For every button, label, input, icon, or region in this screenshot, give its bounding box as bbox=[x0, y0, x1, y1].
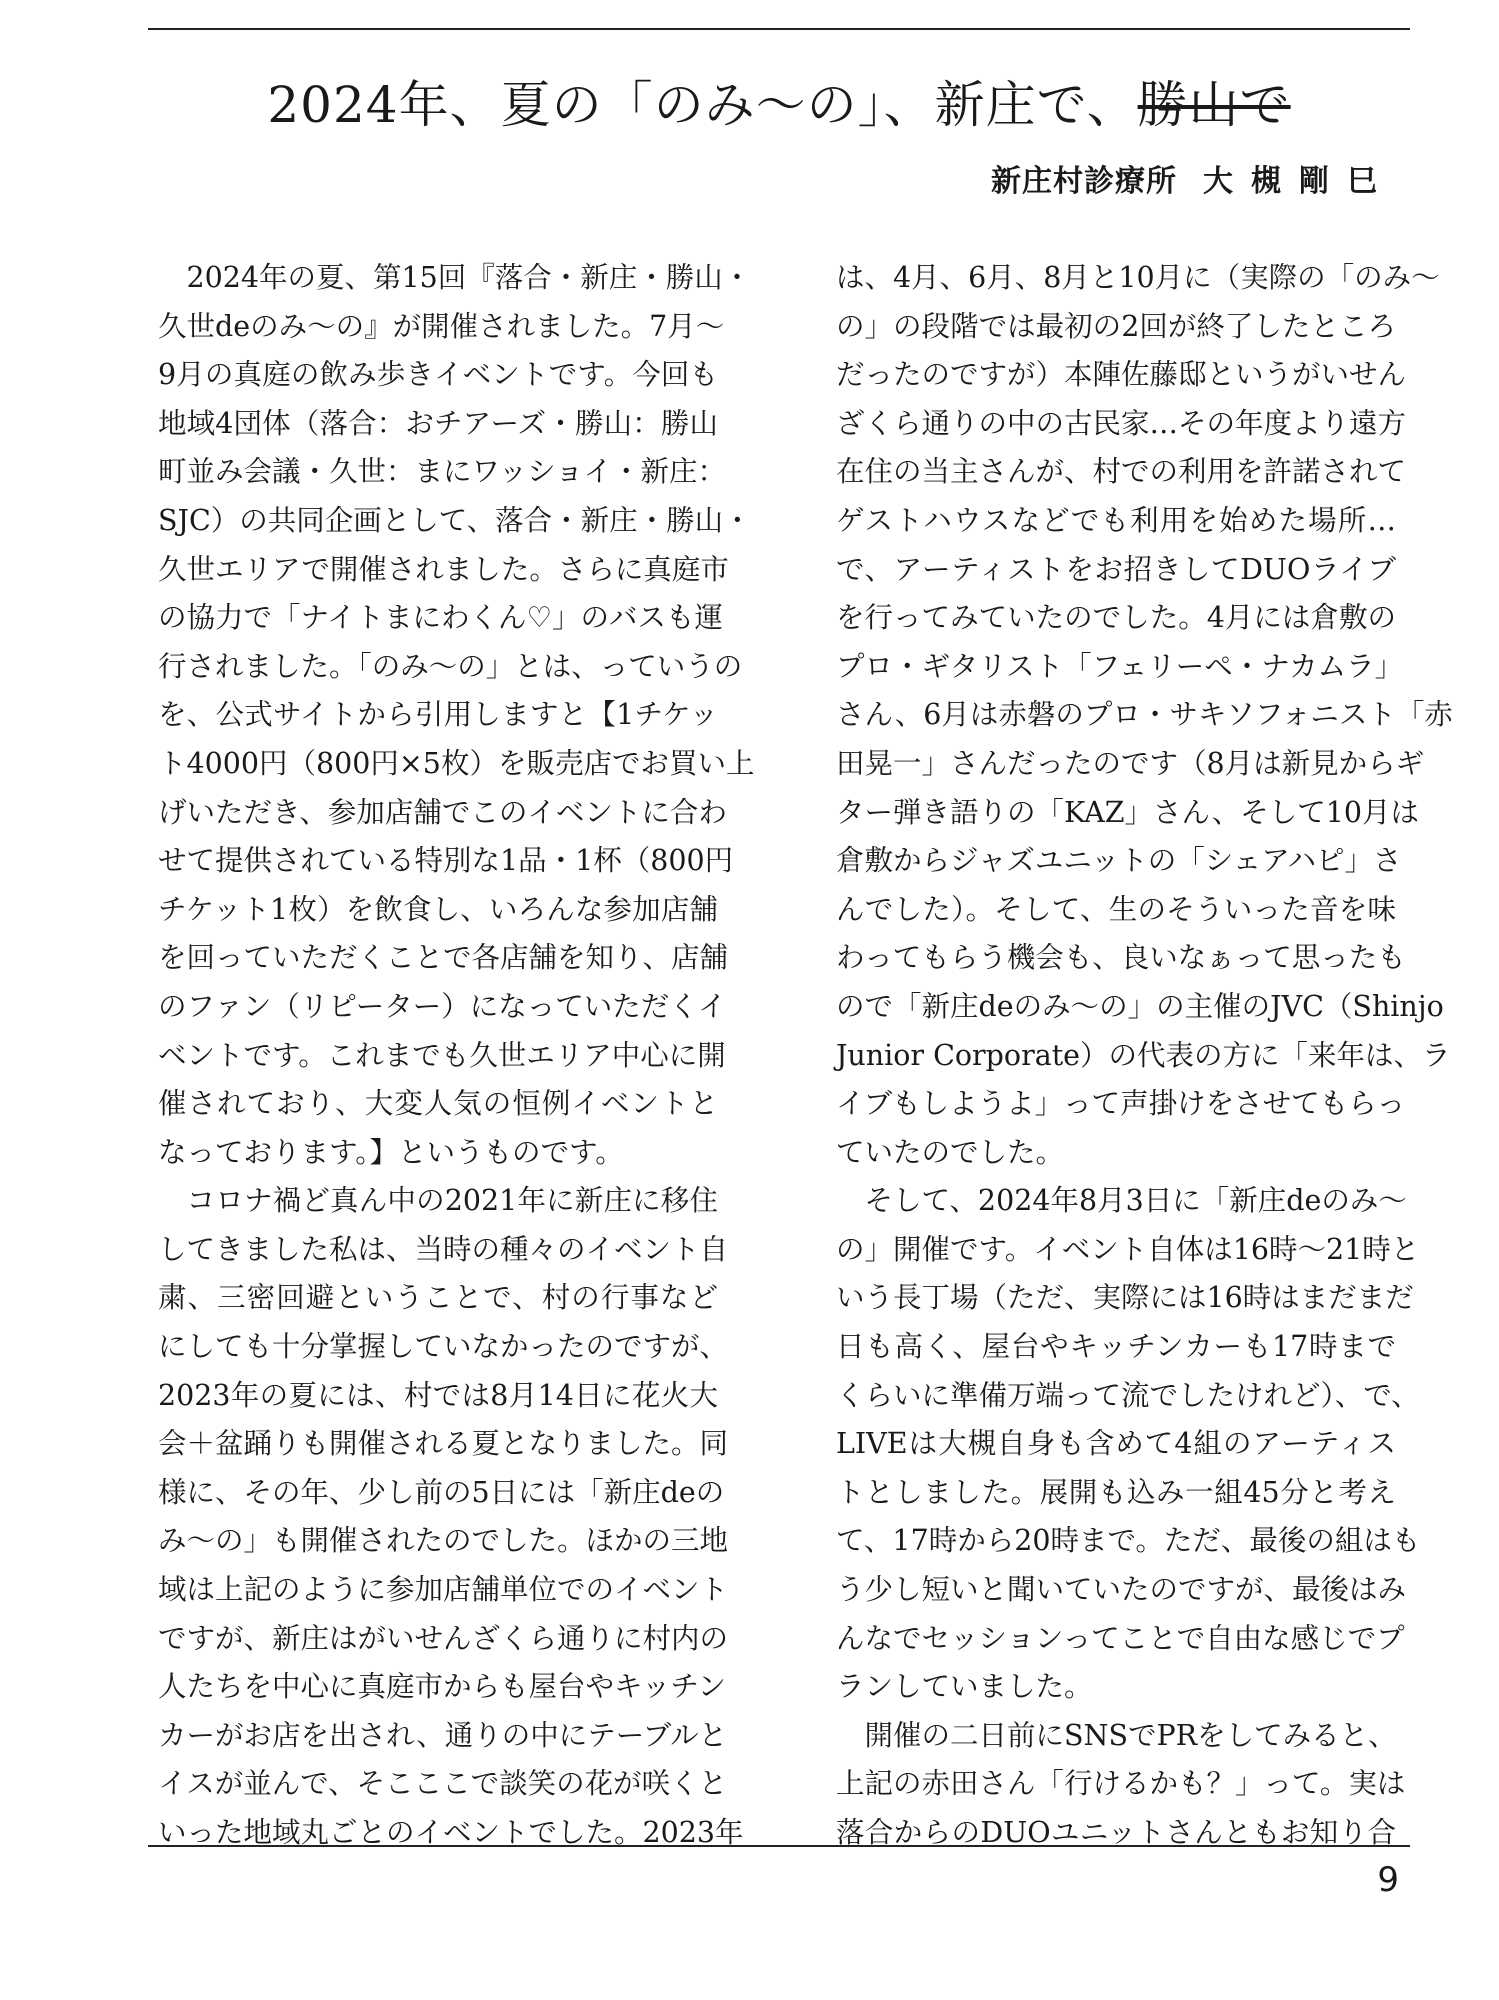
text-line: ター弾き語りの「KAZ」さん、そして10月は bbox=[836, 795, 1419, 829]
text-line: 会＋盆踊りも開催される夏となりました。同 bbox=[158, 1427, 729, 1461]
title-main: 2024年、夏の「のみ〜の」、新庄で、 bbox=[267, 76, 1138, 134]
text-line: を回っていただくことで各店舗を知り、店舗 bbox=[158, 941, 729, 975]
author-affiliation: 新庄村診療所 bbox=[991, 164, 1177, 199]
page-number: 9 bbox=[1377, 1860, 1399, 1900]
text-line: せて提供されている特別な1品・1杯（800円 bbox=[158, 844, 734, 878]
text-line: 2024年の夏、第15回『落合・新庄・勝山・ bbox=[158, 261, 752, 294]
text-line: を、公式サイトから引用しますと【1チケッ bbox=[158, 698, 718, 732]
text-line: 催されており、大変人気の恒例イベントと bbox=[158, 1087, 718, 1121]
text-line: 上記の赤田さん「行けるかも？」って。実は bbox=[836, 1767, 1406, 1801]
text-line: いう長丁場（ただ、実際には16時はまだまだ bbox=[836, 1281, 1414, 1315]
text-line: プロ・ギタリスト「フェリーペ・ナカムラ」 bbox=[836, 649, 1404, 683]
text-line: 9月の真庭の飲み歩きイベントです。今回も bbox=[158, 358, 718, 392]
text-line: 落合からのDUOユニットさんともお知り合 bbox=[836, 1816, 1396, 1849]
text-line: トとしました。展開も込み一組45分と考え bbox=[836, 1475, 1396, 1509]
text-line: 地域4団体（落合：おチアーズ・勝山：勝山 bbox=[158, 406, 718, 440]
text-line: ト4000円（800円×5枚）を販売店でお買い上 bbox=[158, 746, 755, 780]
text-line: コロナ禍ど真ん中の2021年に新庄に移住 bbox=[158, 1184, 718, 1218]
text-line: 粛、三密回避ということで、村の行事など bbox=[158, 1281, 718, 1315]
text-line: ですが、新庄はがいせんざくら通りに村内の bbox=[158, 1621, 729, 1655]
text-line: 田晃一」さんだったのです（8月は新見からギ bbox=[836, 746, 1425, 780]
text-line: 開催の二日前にSNSでPRをしてみると、 bbox=[836, 1718, 1397, 1752]
text-line: 町並み会議・久世：まにワッショイ・新庄： bbox=[158, 455, 727, 489]
text-line: 行されました。「のみ〜の」とは、っていうの bbox=[158, 649, 743, 683]
text-line: んなでセッションってことで自由な感じでプ bbox=[836, 1621, 1405, 1655]
text-line: を行ってみていたのでした。4月には倉敷の bbox=[836, 601, 1396, 635]
text-line: さん、6月は赤磐のプロ・サキソフォニスト「赤 bbox=[836, 698, 1453, 732]
text-line: Junior Corporate）の代表の方に「来年は、ラ bbox=[836, 1038, 1451, 1072]
text-line: 様に、その年、少し前の5日には「新庄deの bbox=[158, 1475, 725, 1509]
text-line: だったのですが）本陣佐藤邸というがいせん bbox=[836, 358, 1407, 392]
text-line: してきました私は、当時の種々のイベント自 bbox=[158, 1232, 729, 1266]
text-line: 人たちを中心に真庭市からも屋台やキッチン bbox=[158, 1670, 727, 1704]
text-line: イスが並んで、そこここで談笑の花が咲くと bbox=[158, 1767, 728, 1801]
text-line: 在住の当主さんが、村での利用を許諾されて bbox=[836, 455, 1407, 489]
text-line: LIVEは大槻自身も含めて4組のアーティス bbox=[836, 1427, 1396, 1461]
text-line: いった地域丸ごとのイベントでした。2023年 bbox=[158, 1816, 744, 1849]
text-line: ていたのでした。 bbox=[836, 1135, 1065, 1169]
text-line: そして、2024年8月3日に「新庄deのみ〜 bbox=[836, 1184, 1407, 1218]
text-line: なっております。】というものです。 bbox=[158, 1135, 624, 1169]
text-line: んでした）。そして、生のそういった音を味 bbox=[836, 892, 1396, 926]
text-line: 倉敷からジャズユニットの「シェアハピ」さ bbox=[836, 844, 1402, 878]
text-line: チケット1枚）を飲食し、いろんな参加店舗 bbox=[158, 892, 718, 926]
author-byline bbox=[991, 160, 1395, 204]
title-struck-text: 勝山で bbox=[1137, 76, 1291, 134]
text-line: 域は上記のように参加店舗単位でのイベント bbox=[158, 1573, 729, 1607]
text-line: の」の段階では最初の2回が終了したところ bbox=[836, 309, 1396, 343]
bottom-rule bbox=[148, 1845, 1410, 1847]
text-line: ざくら通りの中の古民家…その年度より遠方 bbox=[836, 406, 1407, 440]
text-line: て、17時から20時まで。ただ、最後の組はも bbox=[836, 1524, 1421, 1558]
text-line: げいただき、参加店舗でこのイベントに合わ bbox=[158, 795, 727, 829]
text-line: SJC）の共同企画として、落合・新庄・勝山・ bbox=[158, 503, 752, 537]
article-title bbox=[148, 70, 1410, 140]
text-line: 久世エリアで開催されました。さらに真庭市 bbox=[158, 552, 729, 586]
text-line: カーがお店を出され、通りの中にテーブルと bbox=[158, 1718, 728, 1752]
text-line: う少し短いと聞いていたのですが、最後はみ bbox=[836, 1573, 1407, 1607]
text-line: で、アーティストをお招きしてDUOライブ bbox=[836, 552, 1396, 586]
text-line: み〜の」も開催されたのでした。ほかの三地 bbox=[158, 1524, 729, 1558]
text-line: 2023年の夏には、村では8月14日に花火大 bbox=[158, 1378, 718, 1412]
text-line: にしても十分掌握していなかったのですが、 bbox=[158, 1330, 729, 1364]
text-line: ベントです。これまでも久世エリア中心に開 bbox=[158, 1038, 726, 1072]
right-column bbox=[836, 254, 1453, 1858]
text-line: の協力で「ナイトまにわくん♡」のバスも運 bbox=[158, 601, 724, 635]
author-name: 大槻剛巳 bbox=[1203, 164, 1395, 199]
left-column bbox=[158, 254, 755, 1858]
text-line: わってもらう機会も、良いなぁって思ったも bbox=[836, 941, 1406, 975]
text-line: は、4月、6月、8月と10月に（実際の「のみ〜 bbox=[836, 261, 1440, 294]
text-line: くらいに準備万端って流でしたけれど）、で、 bbox=[836, 1378, 1420, 1412]
text-line: ので「新庄deのみ〜の」の主催のJVC（Shinjo bbox=[836, 989, 1444, 1023]
text-line: ランしていました。 bbox=[836, 1670, 1093, 1704]
text-line: のファン（リピーター）になっていただくイ bbox=[158, 989, 727, 1023]
text-line: 日も高く、屋台やキッチンカーも17時まで bbox=[836, 1330, 1396, 1364]
text-line: イブもしようよ」って声掛けをさせてもらっ bbox=[836, 1087, 1406, 1121]
top-rule bbox=[148, 28, 1410, 30]
text-line: 久世deのみ〜の』が開催されました。7月〜 bbox=[158, 309, 725, 343]
text-line: の」開催です。イベント自体は16時〜21時と bbox=[836, 1232, 1420, 1266]
text-line: ゲストハウスなどでも利用を始めた場所… bbox=[836, 503, 1396, 537]
